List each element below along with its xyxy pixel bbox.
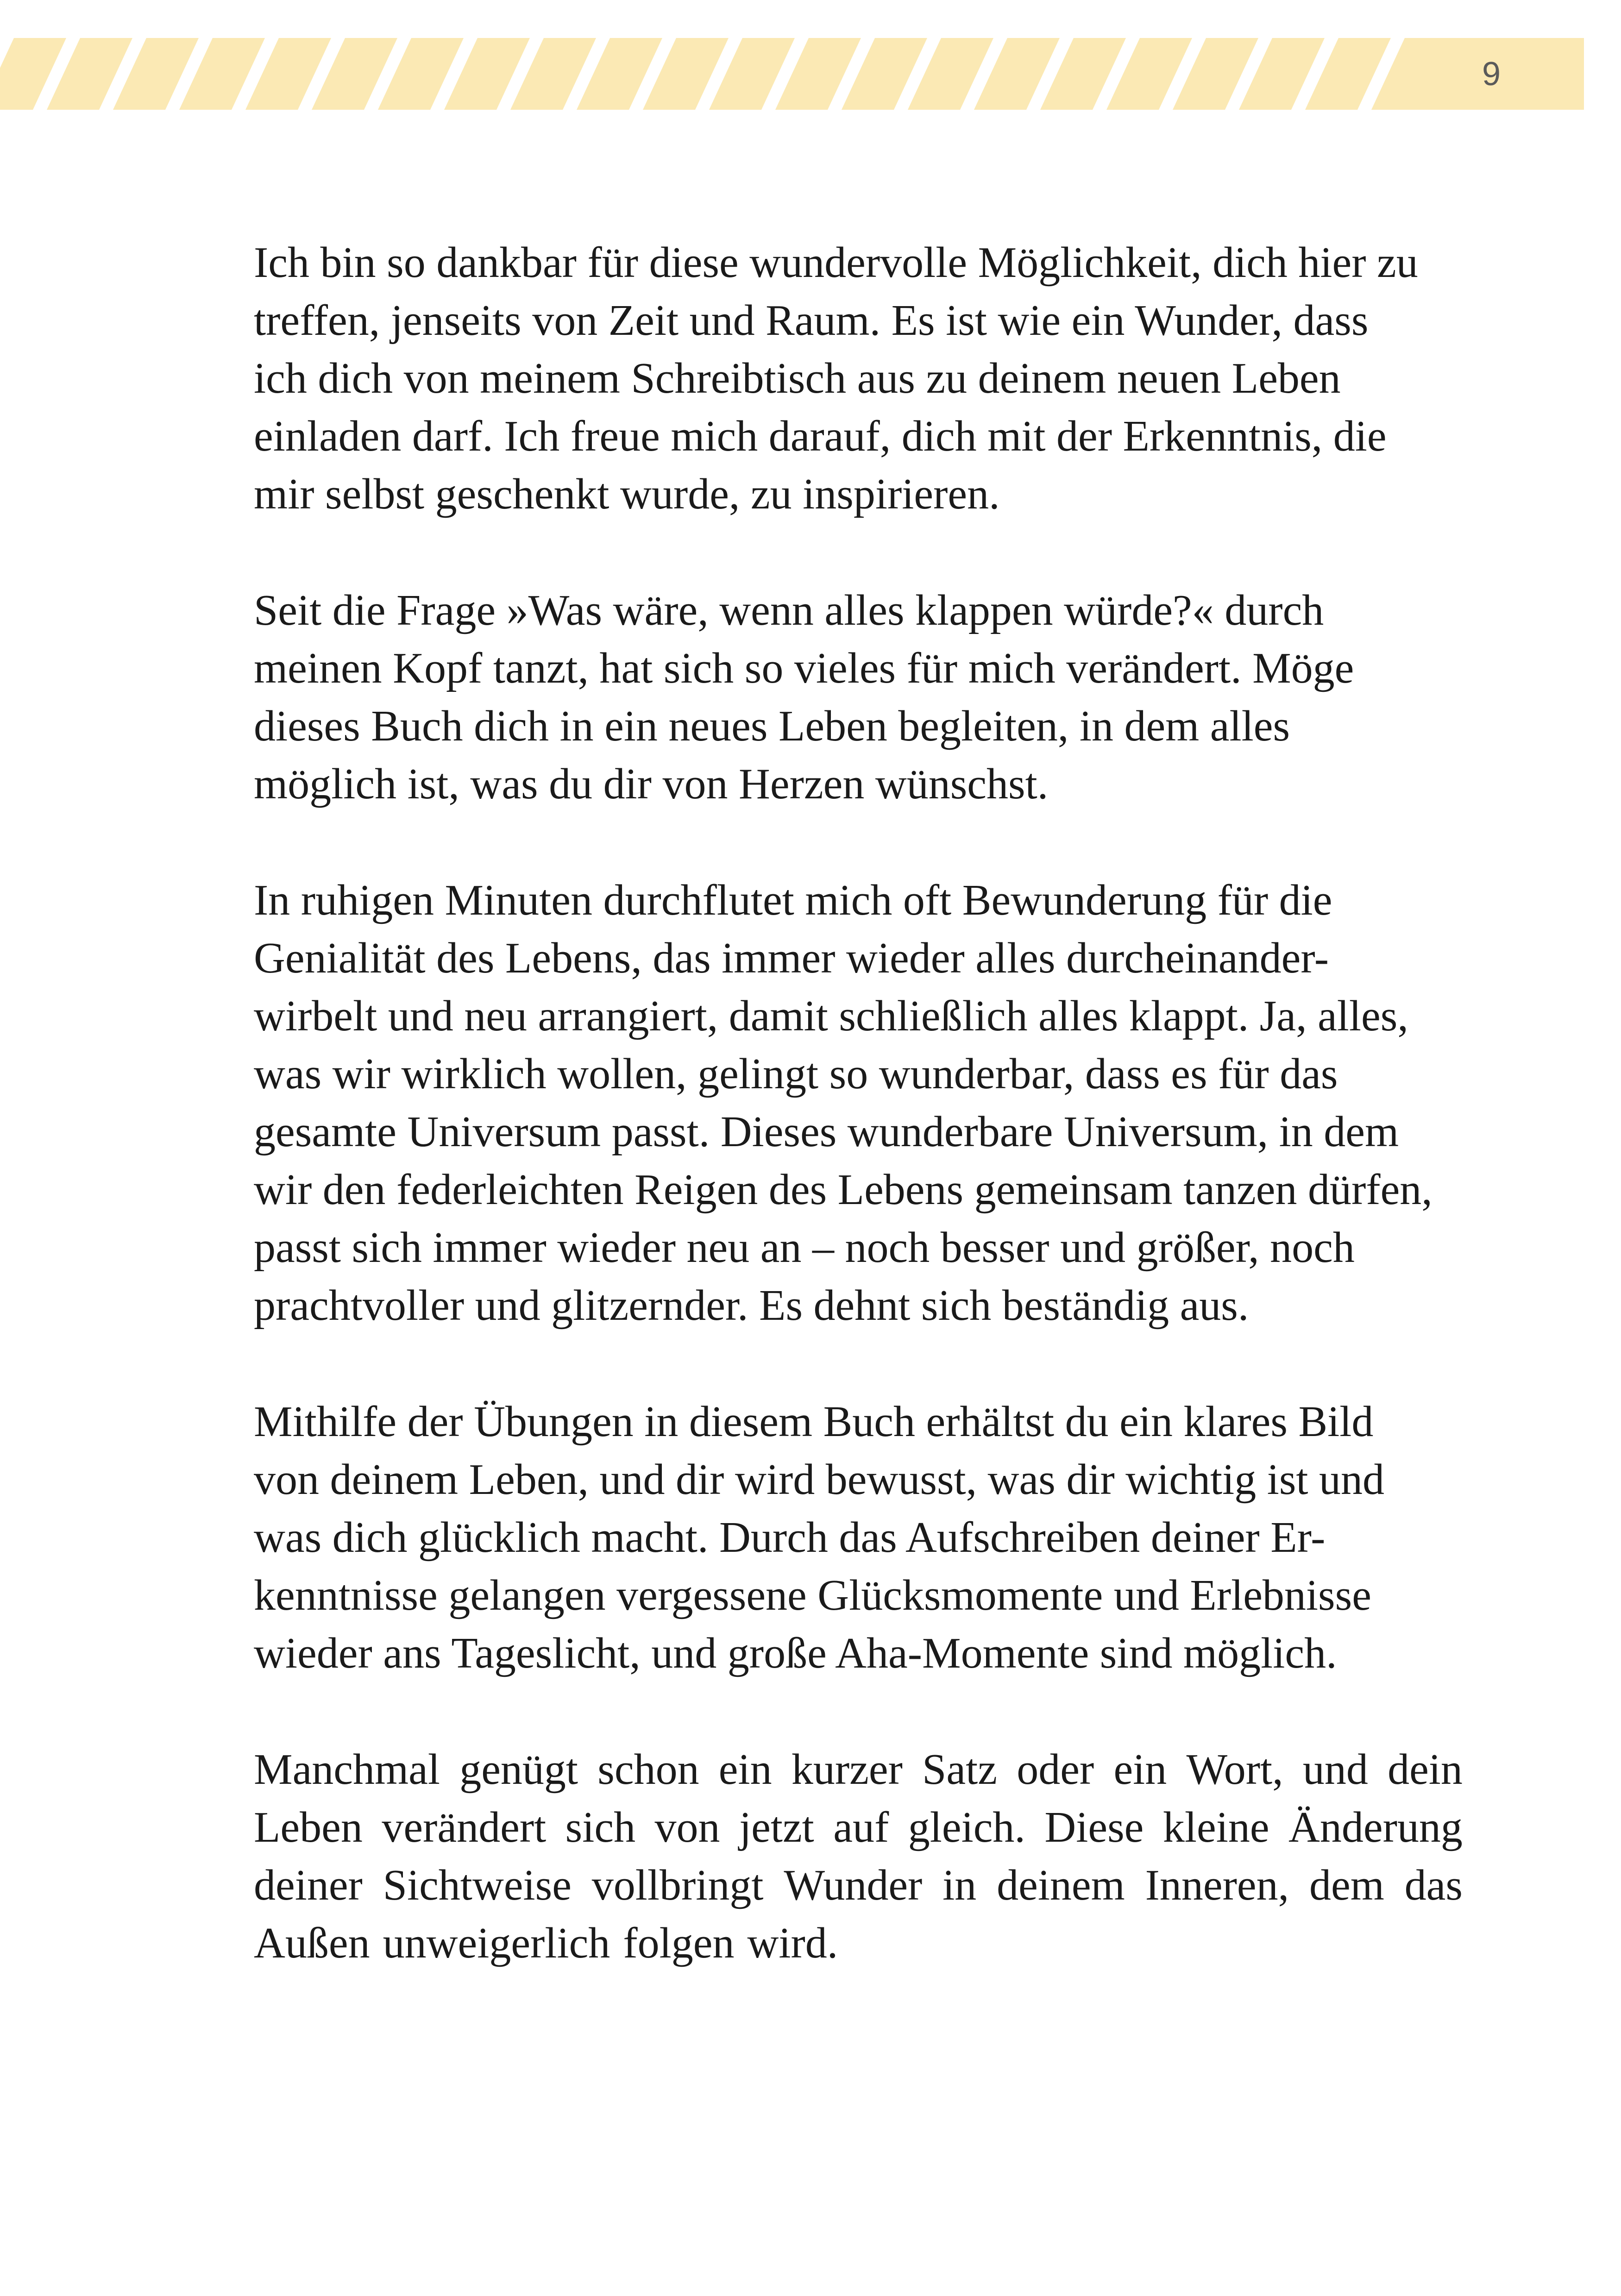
text-line: möglich ist, was du dir von Herzen wünschst. xyxy=(254,760,1049,808)
word: oder xyxy=(1017,1745,1094,1794)
text-line: wir den federleichten Reigen des Lebens gemeinsam tanzen dürfen, xyxy=(254,1166,1433,1214)
text-line: kenntnisse gelangen vergessene Glücksmomente und Erlebnisse xyxy=(254,1571,1371,1619)
text-line: wirbelt und neu arrangiert, damit schließlich alles klappt. Ja, alles, xyxy=(254,992,1408,1040)
text-line: dieses Buch dich in ein neues Leben begleiten, in dem alles xyxy=(254,702,1290,750)
word: wird. xyxy=(747,1919,838,1967)
header-stripe-band xyxy=(0,38,1584,110)
word: dein xyxy=(1388,1745,1463,1794)
word: kleine xyxy=(1162,1803,1269,1851)
text-line: was wir wirklich wollen, gelingt so wunderbar, dass es für das xyxy=(254,1050,1338,1098)
word: ein xyxy=(1113,1745,1167,1794)
text-line: von deinem Leben, und dir wird bewusst, was dir wichtig ist und xyxy=(254,1455,1385,1504)
text-line: einladen darf. Ich freue mich darauf, dich mit der Erkenntnis, die xyxy=(254,412,1387,460)
paragraph-2 xyxy=(254,582,1463,813)
paragraph-3 xyxy=(254,872,1463,1335)
word: folgen xyxy=(623,1919,735,1967)
word: Manchmal xyxy=(254,1745,440,1794)
text-line: Mithilfe der Übungen in diesem Buch erhältst du ein klares Bild xyxy=(254,1398,1374,1446)
text-line: was dich glücklich macht. Durch das Aufschreiben deiner Er- xyxy=(254,1513,1326,1562)
word: Diese xyxy=(1044,1803,1144,1851)
text-line xyxy=(254,1799,1463,1857)
word: vollbringt xyxy=(591,1861,764,1909)
word: von xyxy=(654,1803,720,1851)
word: unweigerlich xyxy=(383,1919,610,1967)
word: in xyxy=(942,1861,977,1909)
text-line: treffen, jenseits von Zeit und Raum. Es ist wie ein Wunder, dass xyxy=(254,296,1369,345)
text-line: wieder ans Tageslicht, und große Aha-Momente sind möglich. xyxy=(254,1629,1337,1677)
paragraph-5 xyxy=(254,1741,1463,1972)
word: verändert xyxy=(382,1803,547,1851)
text-line: meinen Kopf tanzt, hat sich so vieles für mich verändert. Möge xyxy=(254,644,1354,692)
word: schon xyxy=(597,1745,699,1794)
word: ein xyxy=(718,1745,772,1794)
word: Wort, xyxy=(1186,1745,1283,1794)
word: Inneren, xyxy=(1145,1861,1289,1909)
text-line: ich dich von meinem Schreibtisch aus zu deinem neuen Leben xyxy=(254,354,1341,402)
word: deinem xyxy=(997,1861,1125,1909)
text-line: Ich bin so dankbar für diese wundervolle Möglichkeit, dich hier zu xyxy=(254,238,1418,287)
word: genügt xyxy=(459,1745,578,1794)
word: sich xyxy=(565,1803,636,1851)
paragraph-1 xyxy=(254,234,1463,523)
text-line: prachtvoller und glitzernder. Es dehnt sich beständig aus. xyxy=(254,1281,1249,1330)
word: Sichtweise xyxy=(383,1861,572,1909)
word: das xyxy=(1404,1861,1463,1909)
word: dem xyxy=(1309,1861,1384,1909)
text-line: passt sich immer wieder neu an – noch besser und größer, noch xyxy=(254,1223,1355,1272)
word: und xyxy=(1302,1745,1368,1794)
text-line xyxy=(254,1914,1463,1972)
word: kurzer xyxy=(791,1745,903,1794)
body-text xyxy=(254,234,1463,2031)
word: gleich. xyxy=(908,1803,1025,1851)
text-line: In ruhigen Minuten durchflutet mich oft Bewunderung für die xyxy=(254,876,1332,924)
text-line: Genialität des Lebens, das immer wieder alles durcheinander- xyxy=(254,934,1329,982)
word: Änderung xyxy=(1288,1803,1463,1851)
page-number: 9 xyxy=(1482,55,1501,93)
word: Wunder xyxy=(784,1861,923,1909)
stripe-pattern xyxy=(0,38,1584,110)
word: jetzt xyxy=(739,1803,814,1851)
paragraph-4 xyxy=(254,1393,1463,1682)
text-line: Seit die Frage »Was wäre, wenn alles klappen würde?« durch xyxy=(254,586,1324,634)
text-line: gesamte Universum passt. Dieses wunderbare Universum, in dem xyxy=(254,1108,1399,1156)
text-line xyxy=(254,1857,1463,1914)
text-line xyxy=(254,1741,1463,1799)
word: deiner xyxy=(254,1861,363,1909)
word: Außen xyxy=(254,1919,370,1967)
word: Satz xyxy=(922,1745,997,1794)
word: auf xyxy=(833,1803,889,1851)
word: Leben xyxy=(254,1803,363,1851)
text-line: mir selbst geschenkt wurde, zu inspirieren. xyxy=(254,470,1000,518)
